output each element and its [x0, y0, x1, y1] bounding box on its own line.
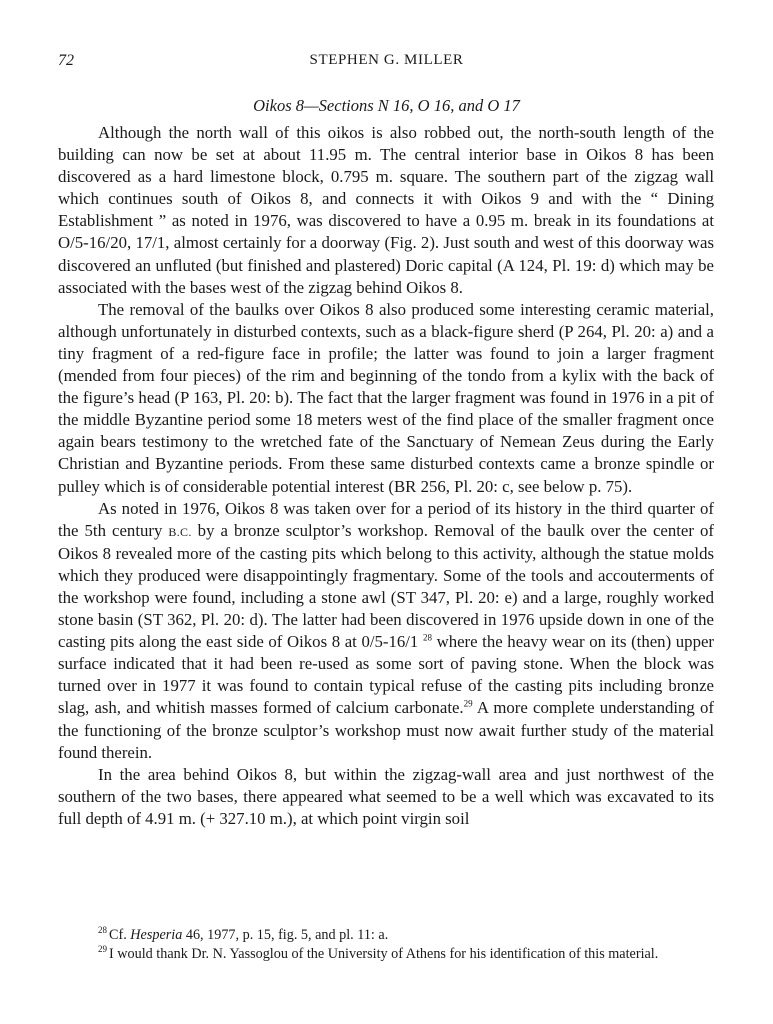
- footnote-ref[interactable]: 29: [463, 698, 473, 709]
- era-abbreviation: B.C.: [168, 524, 192, 539]
- paragraph: The removal of the baulks over Oikos 8 also produced some interesting ceramic material, although unfortunately in disturbed contexts, such as a black-figure sherd (P 264, Pl. 20: a) and a tiny fragment of a red-figure face in profile; the latter was found to join a larger fragment (mended from four pieces) of the rim and beginning of the tondo from a kylix with the back of the figure’s head (P 163, Pl. 20: b). The fact that the larger fragment was found in 1976 in a pit of the middle Byzantine period some 18 meters west of the find place of the smaller fragment once again bears testimony to the wretched fate of the Sanctuary of Nemean Zeus during the Early Christian and Byzantine periods. From these same disturbed contexts came a bronze spindle or pulley which is of considerable potential interest (BR 256, Pl. 20: c, see below p. 75).: [58, 299, 714, 496]
- journal-title: Hesperia: [130, 927, 183, 943]
- footnote-mark: 29: [98, 944, 107, 955]
- page-header: [58, 52, 715, 76]
- paragraph-text: A more complete understanding of the functioning of the bronze sculptor’s workshop must now await further study of the material found therein.: [58, 698, 714, 762]
- paragraph-text: As noted in 1976, Oikos 8 was taken over for a period of its history in the third quarter of the 5th century: [58, 498, 714, 540]
- footnotes: [58, 926, 714, 964]
- page-number: 72: [58, 52, 74, 69]
- footnote-text: Cf.: [109, 927, 131, 943]
- paragraph: Although the north wall of this oikos is also robbed out, the north-south length of the building can now be set at about 11.95 m. The central interior base in Oikos 8 has been discovered as a hard limestone block, 0.795 m. square. The southern part of the zigzag wall which continues south of Oikos 8, and connects it with Oikos 9 and with the “ Dining Establishment ” as noted in 1976, was discovered to have a 0.95 m. break in its foundations at O/5-16/20, 17/1, almost certainly for a doorway (Fig. 2). Just south and west of this doorway was discovered an unfluted (but finished and plastered) Doric capital (A 124, Pl. 19: d) which may be associated with the bases west of the zigzag behind Oikos 8.: [58, 123, 714, 297]
- footnote-text: I would thank Dr. N. Yassoglou of the University of Athens for his identification of this material.: [109, 946, 659, 962]
- footnote: [58, 945, 714, 964]
- footnote-ref[interactable]: 28: [422, 632, 432, 643]
- paragraph: In the area behind Oikos 8, but within the zigzag-wall area and just northwest of the southern of the two bases, there appeared what seemed to be a well which was excavated to its full depth of 4.91 m. (+ 327.10 m.), at which point virgin soil: [58, 764, 714, 828]
- footnote: [58, 926, 714, 945]
- section-title: Oikos 8—Sections N 16, O 16, and O 17: [253, 96, 520, 115]
- body-text: [58, 122, 714, 830]
- footnote-text: 46, 1977, p. 15, fig. 5, and pl. 11: a.: [182, 927, 389, 943]
- paragraph-text: by a bronze sculptor’s workshop. Removal of the baulk over the center of Oikos 8 revealed more of the casting pits which belong to this activity, although the statue molds which they produced were disappointingly fragmentary. Some of the tools and accouterments of the workshop were found, including a stone awl (ST 347, Pl. 20: e) and a large, roughly worked stone basin (ST 362, Pl. 20: d). The latter had been discovered in 1976 upside down in one of the casting pits along the east side of Oikos 8 at 0/5-16/1: [58, 520, 714, 652]
- paragraph: [58, 498, 714, 764]
- footnote-mark: 28: [98, 925, 107, 936]
- running-head: STEPHEN G. MILLER: [309, 52, 464, 68]
- paragraph-text: where the heavy wear on its (then) upper surface indicated that it had been re-used as some sort of paving stone. When the block was turned over in 1977 it was found to contain typical refuse of the casting pits including bronze slag, ash, and whitish masses formed of calcium carbonate.: [58, 632, 714, 718]
